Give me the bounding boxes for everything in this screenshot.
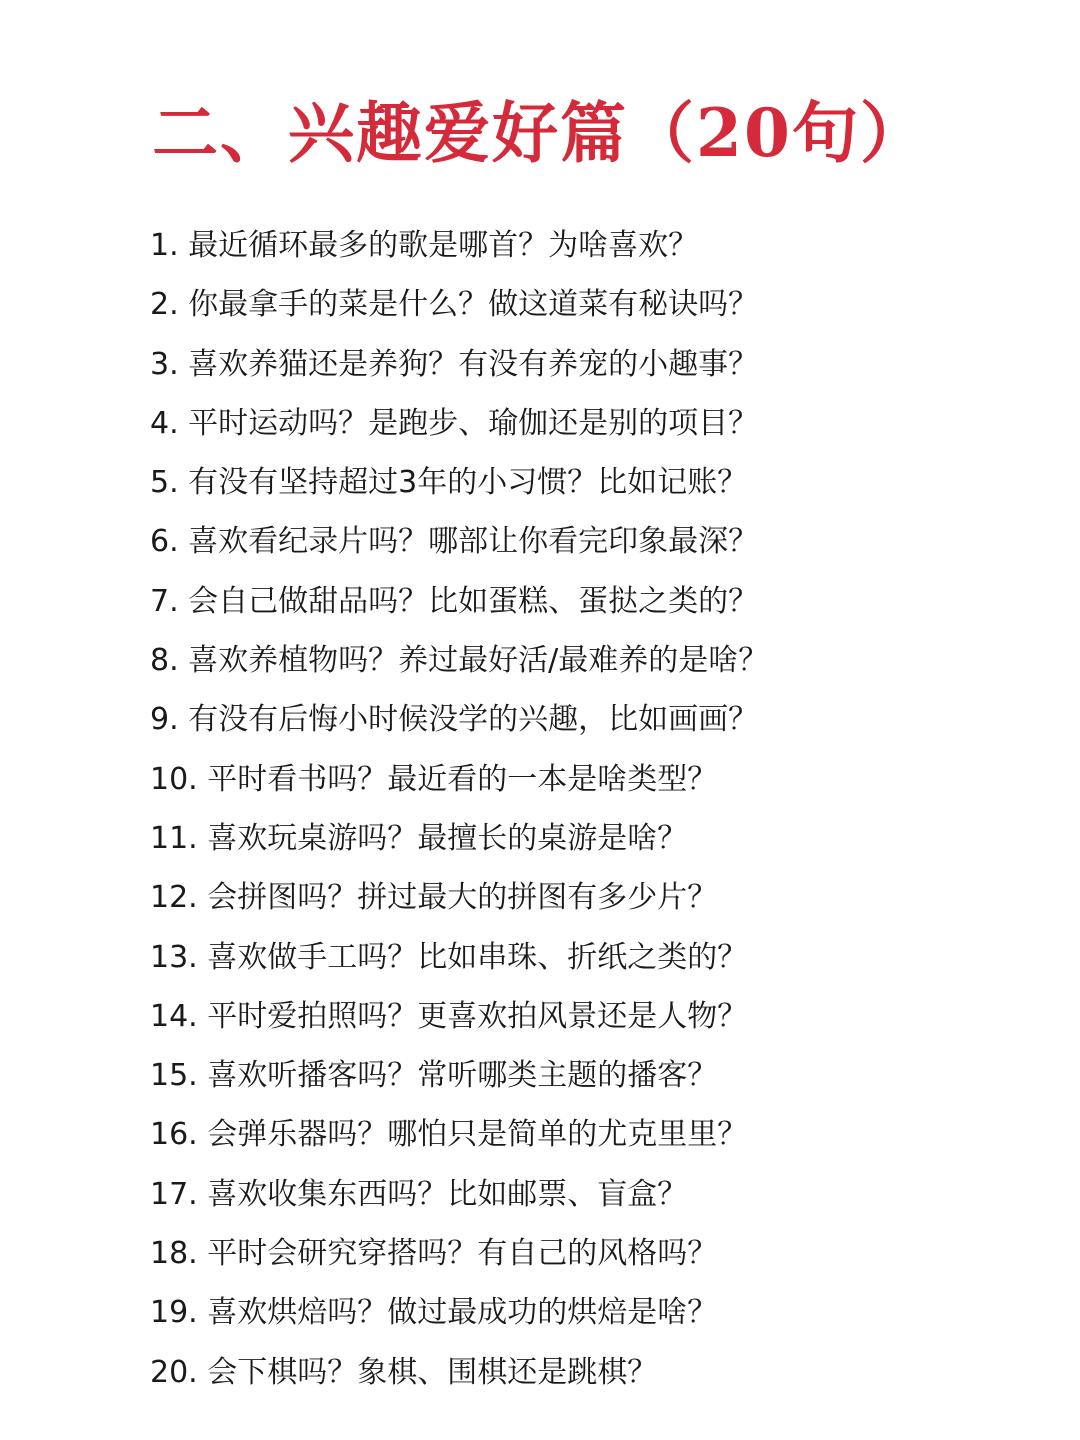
list-item: 15. 喜欢听播客吗？常听哪类主题的播客？	[150, 1058, 718, 1094]
list-item: 4. 平时运动吗？是跑步、瑜伽还是别的项目？	[150, 405, 759, 441]
list-item: 12. 会拼图吗？拼过最大的拼图有多少片？	[150, 880, 718, 916]
list-item: 6. 喜欢看纪录片吗？哪部让你看完印象最深？	[150, 524, 759, 560]
question-list	[150, 216, 1030, 1402]
list-item: 16. 会弹乐器吗？哪怕只是简单的尤克里里？	[150, 1117, 748, 1153]
list-item: 10. 平时看书吗？最近看的一本是啥类型？	[150, 761, 718, 797]
list-item: 8. 喜欢养植物吗？养过最好活/最难养的是啥？	[150, 643, 769, 679]
list-item: 5. 有没有坚持超过3年的小习惯？比如记账？	[150, 465, 748, 501]
page-title: 二、兴趣爱好篇（20句）	[152, 94, 928, 172]
list-item: 17. 喜欢收集东西吗？比如邮票、盲盒？	[150, 1176, 688, 1212]
list-item: 18. 平时会研究穿搭吗？有自己的风格吗？	[150, 1236, 718, 1272]
list-item: 9. 有没有后悔小时候没学的兴趣，比如画画？	[150, 702, 759, 738]
list-item: 3. 喜欢养猫还是养狗？有没有养宠的小趣事？	[150, 346, 759, 382]
list-item: 11. 喜欢玩桌游吗？最擅长的桌游是啥？	[150, 820, 688, 856]
list-item: 20. 会下棋吗？象棋、围棋还是跳棋？	[150, 1354, 658, 1390]
list-item: 19. 喜欢烘焙吗？做过最成功的烘焙是啥？	[150, 1295, 718, 1331]
list-item: 1. 最近循环最多的歌是哪首？为啥喜欢？	[150, 228, 699, 263]
list-item: 2. 你最拿手的菜是什么？做这道菜有秘诀吗？	[150, 287, 759, 323]
list-item: 7. 会自己做甜品吗？比如蛋糕、蛋挞之类的？	[150, 583, 759, 619]
list-item: 13. 喜欢做手工吗？比如串珠、折纸之类的？	[150, 939, 748, 975]
list-item: 14. 平时爱拍照吗？更喜欢拍风景还是人物？	[150, 998, 748, 1034]
